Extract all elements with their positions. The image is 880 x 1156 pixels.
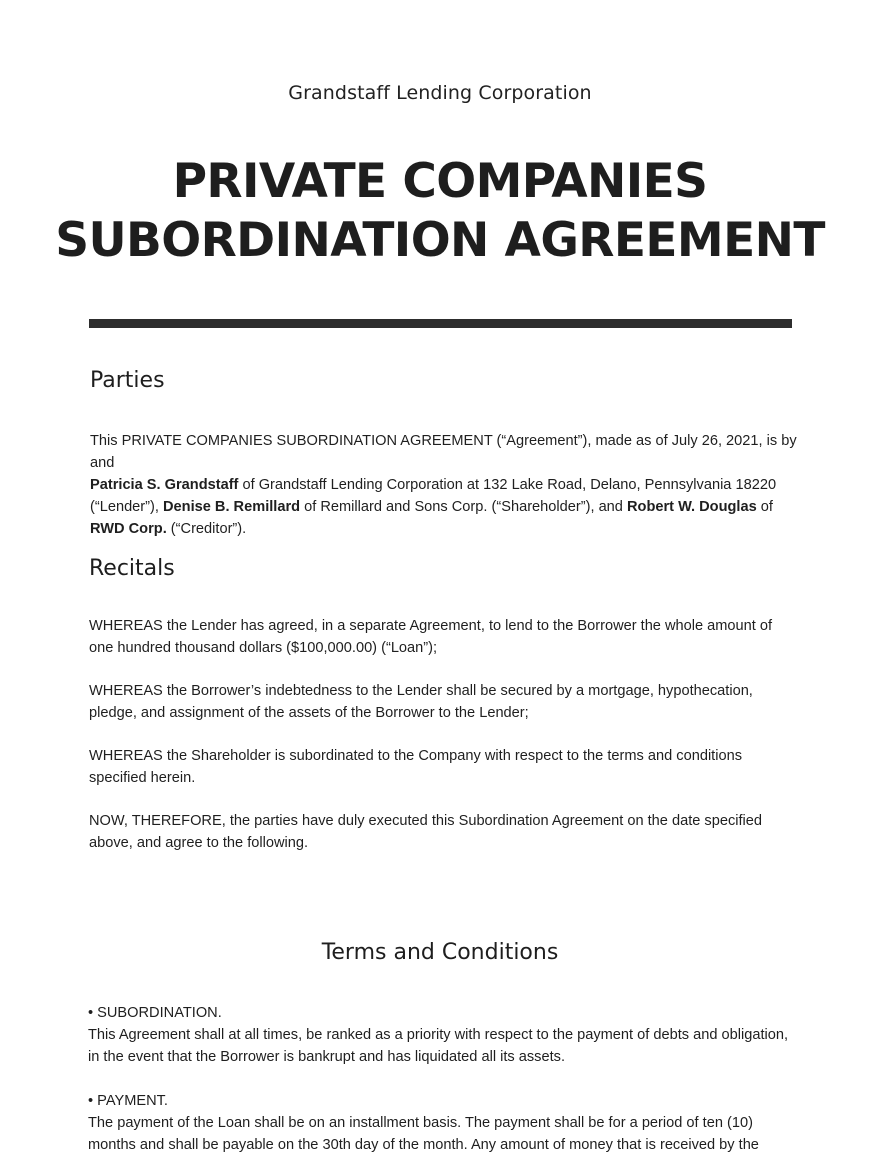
title-line-1: PRIVATE COMPANIES <box>172 154 708 209</box>
shareholder-name: Denise B. Remillard <box>163 499 301 515</box>
term-body: This Agreement shall at all times, be ranked as a priority with respect to the payment of debts and obligation, in the event that the Borrower is bankrupt and has liquidated all its assets. <box>88 1027 789 1065</box>
recitals-heading: Recitals <box>89 556 175 581</box>
terms-heading: Terms and Conditions <box>321 940 559 965</box>
title-divider <box>89 319 792 328</box>
creditor-corp-name: RWD Corp. <box>90 521 167 537</box>
term-body: The payment of the Loan shall be on an installment basis. The payment shall be for a period of ten (10) months and shall be payable on the 30th day of the month. Any amount of money that is received by the <box>88 1115 759 1153</box>
parties-text-2: of Grandstaff Lending Corporation at 132 Lake Road, Delano, Pennsylvania 18220 <box>238 477 777 493</box>
parties-text-3: (“Lender”), <box>90 499 163 515</box>
parties-paragraph <box>90 430 802 540</box>
title-line-2: SUBORDINATION AGREEMENT <box>55 213 825 268</box>
term-subordination <box>88 1002 800 1068</box>
parties-heading: Parties <box>90 368 165 393</box>
parties-text-1: This PRIVATE COMPANIES SUBORDINATION AGREEMENT (“Agreement”), made as of July 26, 2021, is by and <box>90 433 797 471</box>
lender-name: Patricia S. Grandstaff <box>90 477 239 493</box>
company-name: Grandstaff Lending Corporation <box>288 82 592 104</box>
document-title <box>0 152 880 270</box>
recital-item: WHEREAS the Shareholder is subordinated to the Company with respect to the terms and conditions specified herein. <box>89 748 743 786</box>
recital-item: NOW, THEREFORE, the parties have duly executed this Subordination Agreement on the date specified above, and agree to the following. <box>89 813 763 851</box>
term-title: • PAYMENT. <box>88 1093 168 1109</box>
term-title: • SUBORDINATION. <box>88 1005 222 1021</box>
parties-text-5: of <box>756 499 773 515</box>
parties-text-4: of Remillard and Sons Corp. (“Shareholder”), and <box>300 499 627 515</box>
recital-item: WHEREAS the Borrower’s indebtedness to the Lender shall be secured by a mortgage, hypothecation, pledge, and assignment of the assets of the Borrower to the Lender; <box>89 683 753 721</box>
parties-text-6: (“Creditor”). <box>166 521 247 537</box>
creditor-name: Robert W. Douglas <box>626 499 757 515</box>
term-payment <box>88 1090 800 1156</box>
recital-item: WHEREAS the Lender has agreed, in a separate Agreement, to lend to the Borrower the whole amount of one hundred thousand dollars ($100,000.00) (“Loan”); <box>89 618 773 656</box>
